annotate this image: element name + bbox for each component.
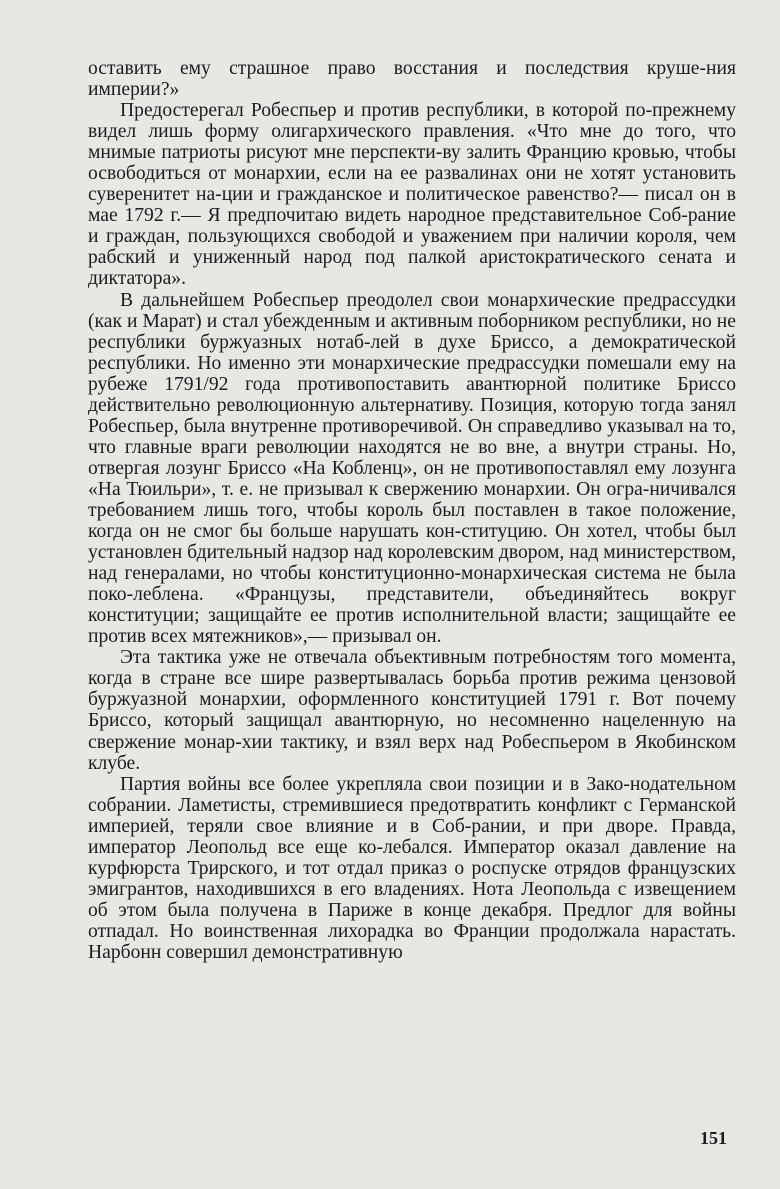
- paragraph-continuation: оставить ему страшное право восстания и последствия круше-ния империи?»: [88, 58, 736, 101]
- page-number: 151: [700, 1128, 727, 1148]
- paragraph-robespierre-warning: Предостерегал Робеспьер и против республики, в которой по-прежнему видел лишь форму олигархического правления. «Что мне до того, что мнимые патриоты рисуют мне перспекти-ву залить Францию кровью, чтобы освободиться от монархии, если на ее развалинах они не хотят установить суверенитет на-ции и гражданское и политическое равенство?— писал он в мае 1792 г.— Я предпочитаю видеть народное представительное Соб-рание и граждан, пользующихся свободой и уважением при наличии короля, чем рабский и униженный народ под палкой аристократического сената и диктатора».: [88, 100, 736, 290]
- paragraph-tactics: Эта тактика уже не отвечала объективным потребностям того момента, когда в стране все шире развертывалась борьба против режима цензовой буржуазной монархии, оформленного конституцией 1791 г. Вот почему Бриссо, который защищал авантюрную, но несомненно нацеленную на свержение монар-хии тактику, и взял верх над Робеспьером в Якобинском клубе.: [88, 647, 736, 774]
- page-body-text: [88, 58, 736, 963]
- paragraph-war-party: Партия войны все более укрепляла свои позиции и в Зако-нодательном собрании. Ламетисты, стремившиеся предотвратить конфликт с Германской империей, теряли свое влияние и в Соб-рании, и при дворе. Правда, император Леопольд все еще ко-лебался. Император оказал давление на курфюрста Трирского, и тот отдал приказ о роспуске отрядов французских эмигрантов, находившихся в его владениях. Нота Леопольда с извещением об этом была получена в Париже в конце декабря. Предлог для войны отпадал. Но воинственная лихорадка во Франции продолжала нарастать. Нарбонн совершил демонстративную: [88, 773, 736, 963]
- paragraph-robespierre-position: В дальнейшем Робеспьер преодолел свои монархические предрассудки (как и Марат) и стал убежденным и активным поборником республики, но не республики буржуазных нотаб-лей в духе Бриссо, а демократической республики. Но именно эти монархические предрассудки помешали ему на рубеже 1791/92 года противопоставить авантюрной политике Бриссо действительно революционную альтернативу. Позиция, которую тогда занял Робеспьер, была внутренне противоречивой. Он справедливо указывал на то, что главные враги революции находятся не во вне, а внутри страны. Но, отвергая лозунг Бриссо «На Кобленц», он не противопоставлял ему лозунга «На Тюильри», т. е. не призывал к свержению монархии. Он огра-ничивался требованием лишь того, чтобы король был поставлен в такое положение, когда он не смог бы больше нарушать кон-ституцию. Он хотел, чтобы был установлен бдительный надзор над королевским двором, над министерством, над генералами, но чтобы конституционно-монархическая система не была поко-леблена. «Французы, представители, объединяйтесь вокруг конституции; защищайте ее против исполнительной власти; защищайте ее против всех мятежников»,— призывал он.: [88, 289, 736, 648]
